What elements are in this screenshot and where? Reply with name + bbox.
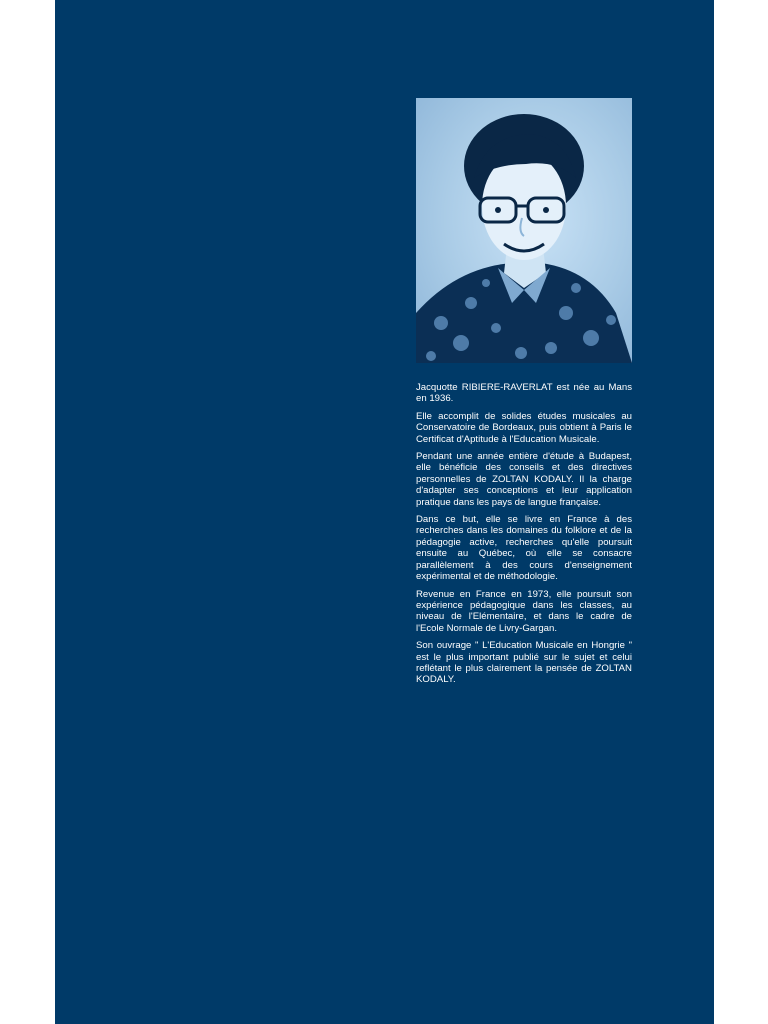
bio-paragraph-budapest: Pendant une année entière d'étude à Budapest, elle bénéficie des conseils et des directives personnelles de ZOLTAN KODALY. Il la charge d'adapter ses conceptions et leur application pratique dans les pays de langue française. [416,451,632,508]
bio-paragraph-birth: Jacquotte RIBIERE-RAVERLAT est née au Mans en 1936. [416,382,632,405]
portrait-illustration [416,98,632,363]
bio-paragraph-studies: Elle accomplit de solides études musicales au Conservatoire de Bordeaux, puis obtient à Paris le Certificat d'Aptitude à l'Education Musicale. [416,410,632,445]
author-portrait-photo [416,98,632,363]
bio-paragraph-research: Dans ce but, elle se livre en France à des recherches dans les domaines du folklore et de la pédagogie active, recherches qu'elle poursuit ensuite au Québec, où elle se consacre parallèlement à des cours d'enseignement expérimental et de méthodologie. [416,514,632,583]
bio-paragraph-book: Son ouvrage " L'Education Musicale en Hongrie " est le plus important publié sur le sujet et celui reflétant le plus clairement la pensée de ZOLTAN KODALY. [416,640,632,686]
author-biography [416,382,632,692]
bio-paragraph-return: Revenue en France en 1973, elle poursuit son expérience pédagogique dans les classes, au niveau de l'Elémentaire, et dans le cadre de l'Ecole Normale de Livry-Gargan. [416,588,632,634]
